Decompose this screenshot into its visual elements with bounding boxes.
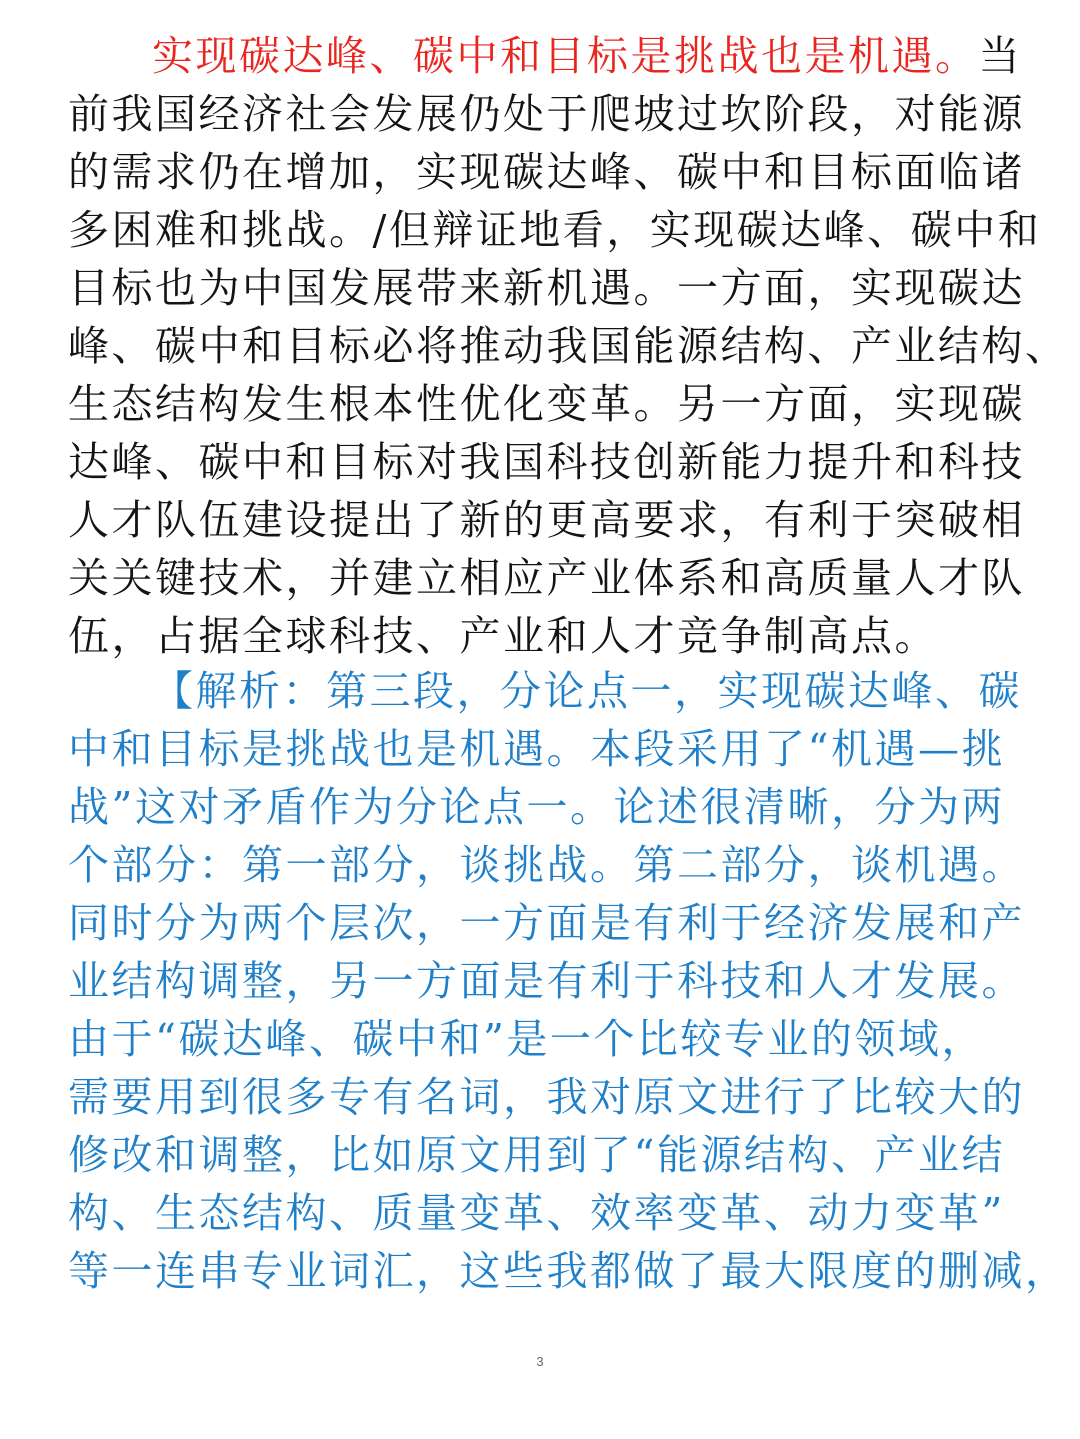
text-line: 当 xyxy=(978,32,1022,80)
analysis-first-line: 【解析：第三段，分论点一，实现碳达峰、碳 xyxy=(152,667,1022,715)
section-heading: 实现碳达峰、碳中和目标是挑战也是机遇。 xyxy=(152,32,979,80)
text-line: 目标也为中国发展带来新机遇。一方面，实现碳达 xyxy=(68,264,1025,312)
analysis-line: 业结构调整，另一方面是有利于科技和人才发展。 xyxy=(68,957,1025,1005)
analysis-line: 需要用到很多专有名词，我对原文进行了比较大的 xyxy=(68,1073,1025,1121)
analysis-line: 同时分为两个层次，一方面是有利于经济发展和产 xyxy=(68,899,1025,947)
page-number: 3 xyxy=(536,1354,544,1369)
analysis-line: 修改和调整，比如原文用到了“能源结构、产业结 xyxy=(68,1131,1005,1179)
analysis-line: 个部分：第一部分，谈挑战。第二部分，谈机遇。 xyxy=(68,841,1025,889)
text-line: 前我国经济社会发展仍处于爬坡过坎阶段，对能源 xyxy=(68,90,1025,138)
text-line: 的需求仍在增加，实现碳达峰、碳中和目标面临诸 xyxy=(68,148,1025,196)
analysis-line: 由于“碳达峰、碳中和”是一个比较专业的领域， xyxy=(68,1015,985,1063)
analysis-line: 构、生态结构、质量变革、效率变革、动力变革” xyxy=(68,1189,1005,1237)
analysis-line: 中和目标是挑战也是机遇。本段采用了“机遇—挑 xyxy=(68,725,1005,773)
text-line: 生态结构发生根本性优化变革。另一方面，实现碳 xyxy=(68,380,1025,428)
analysis-line: 等一连串专业词汇，这些我都做了最大限度的删减， xyxy=(68,1247,1069,1295)
text-line: 多困难和挑战。/但辩证地看，实现碳达峰、碳中和 xyxy=(68,206,1042,254)
analysis-line: 战”这对矛盾作为分论点一。论述很清晰，分为两 xyxy=(68,783,1005,831)
text-line: 人才队伍建设提出了新的更高要求，有利于突破相 xyxy=(68,496,1025,544)
text-line: 伍，占据全球科技、产业和人才竞争制高点。 xyxy=(68,612,938,660)
analysis-paragraph xyxy=(68,662,1069,1300)
text-line: 关关键技术，并建立相应产业体系和高质量人才队 xyxy=(68,554,1025,602)
paragraph-body xyxy=(68,27,1069,665)
text-line: 达峰、碳中和目标对我国科技创新能力提升和科技 xyxy=(68,438,1025,486)
paragraph-first-line xyxy=(68,27,1022,85)
text-line: 峰、碳中和目标必将推动我国能源结构、产业结构、 xyxy=(68,322,1069,370)
